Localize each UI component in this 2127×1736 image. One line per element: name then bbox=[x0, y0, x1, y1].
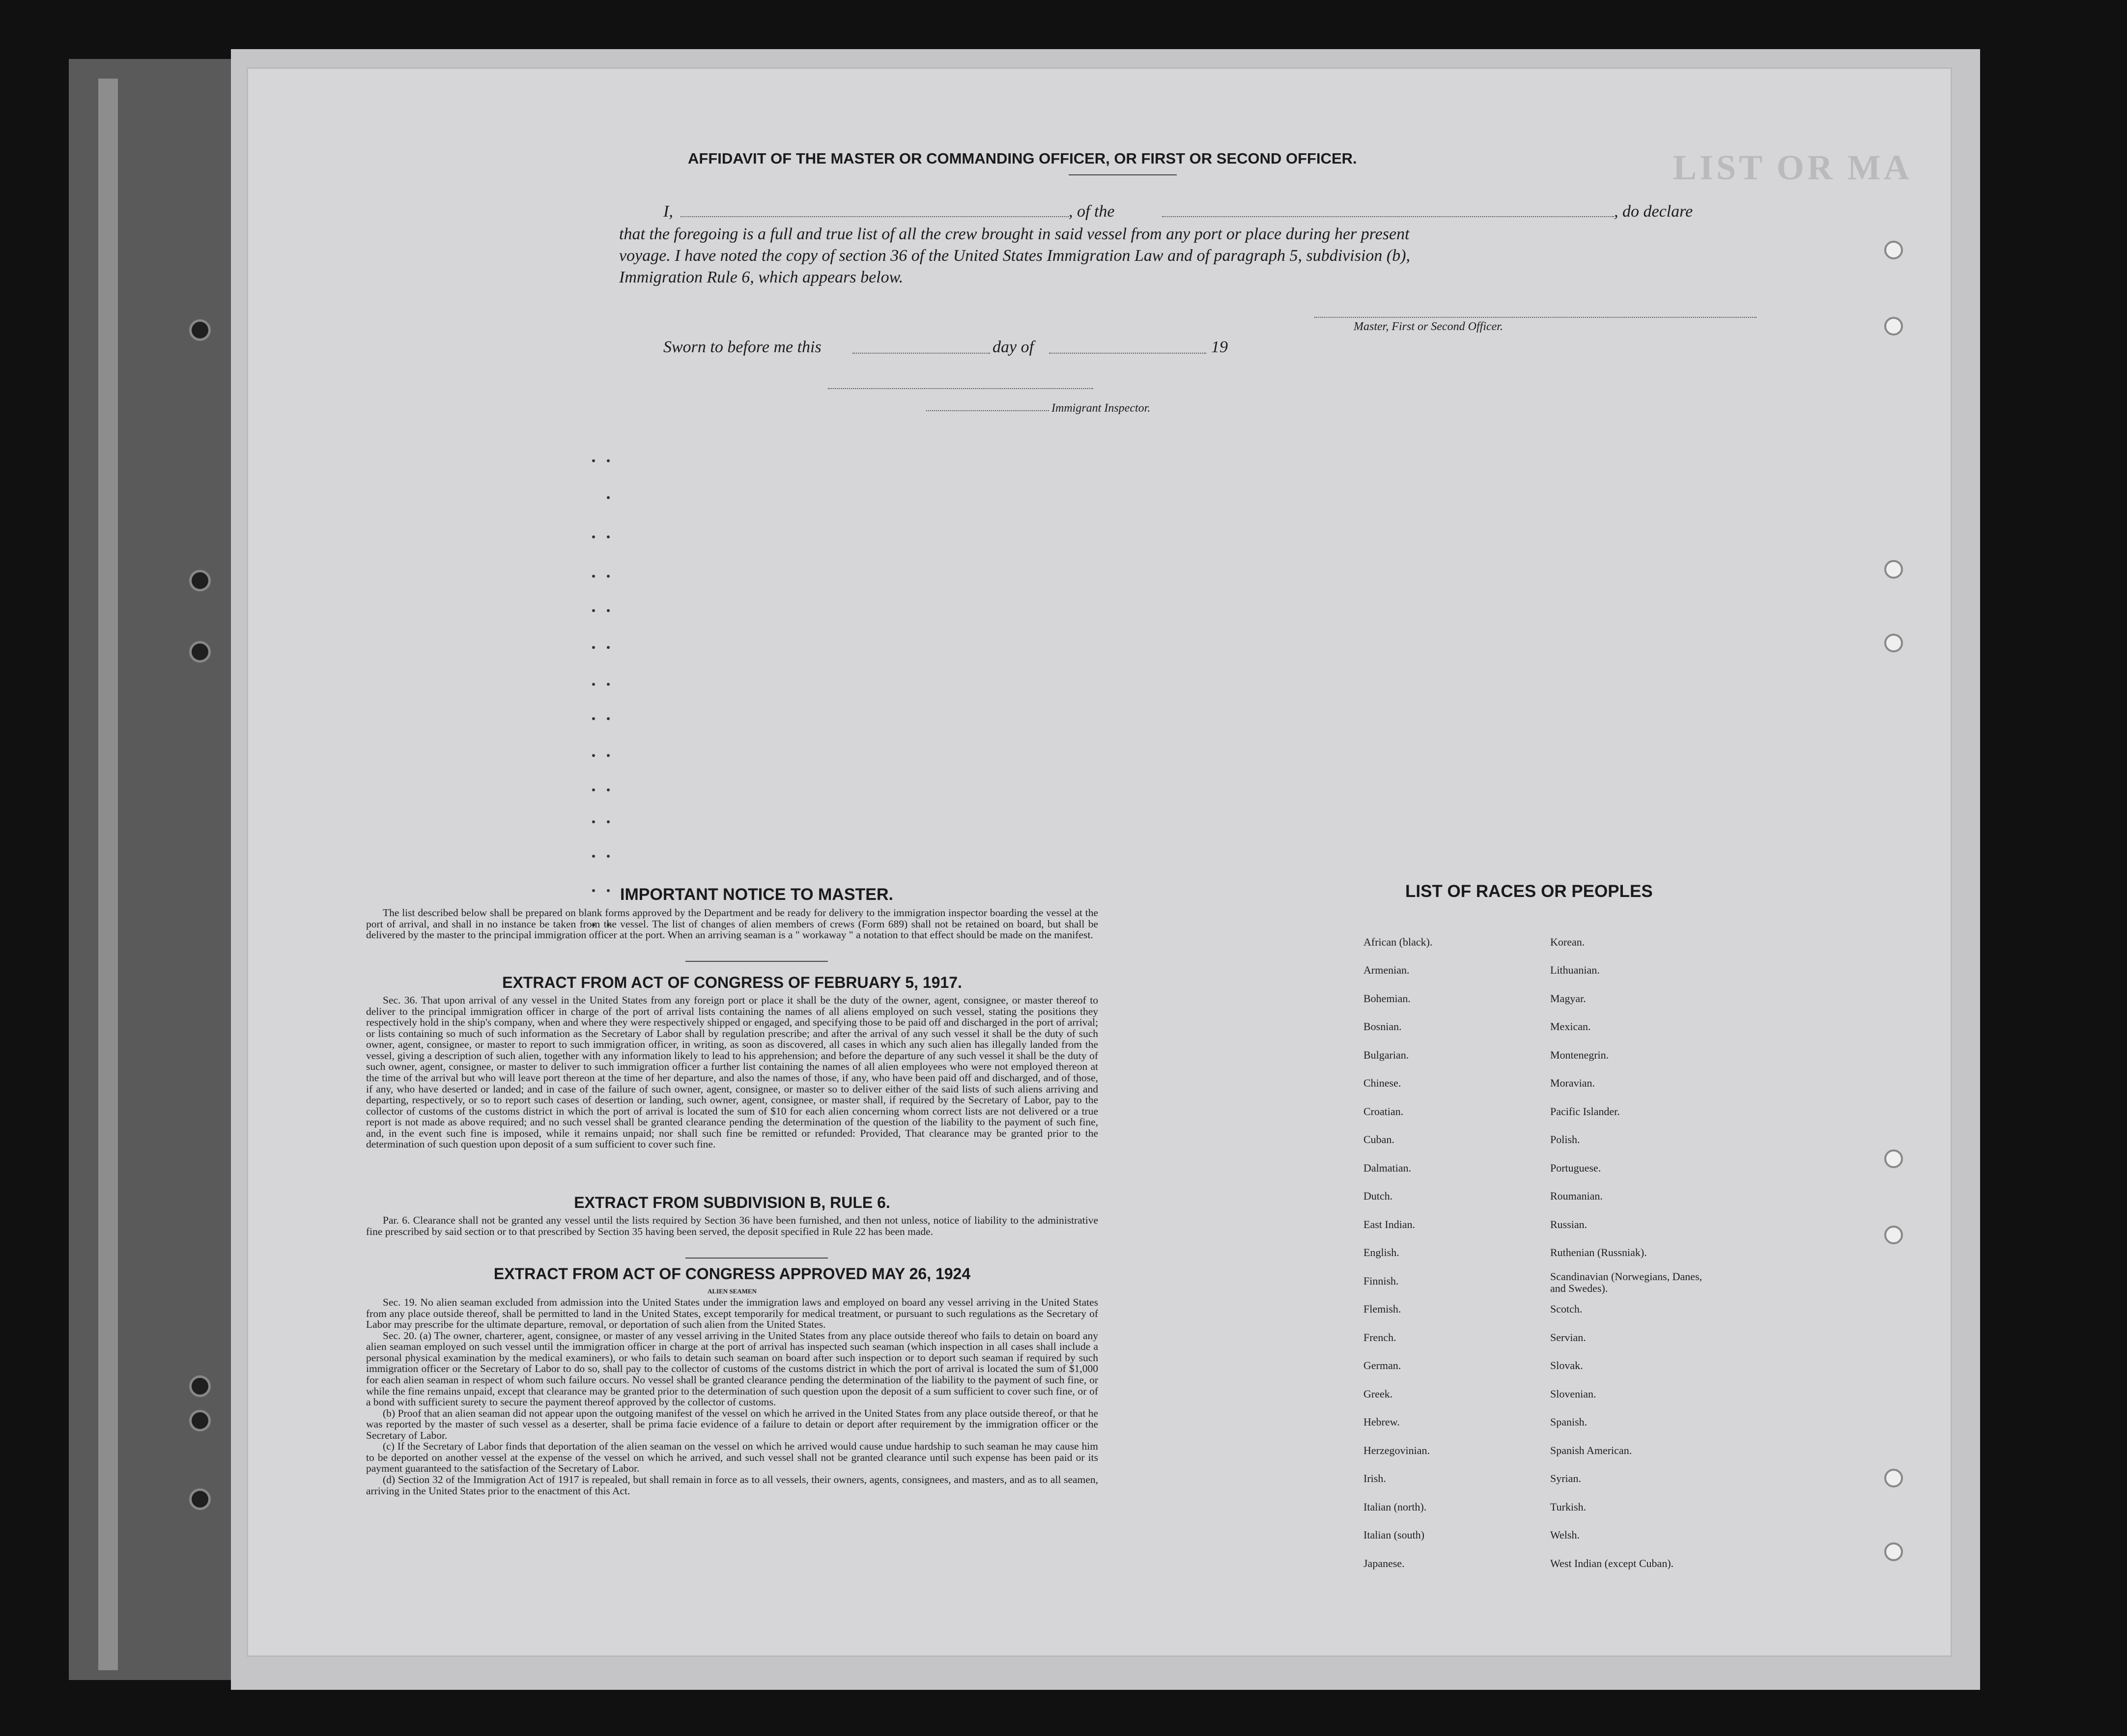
race-item: Servian. bbox=[1550, 1331, 1586, 1344]
race-item: French. bbox=[1363, 1331, 1396, 1344]
binder-ring bbox=[189, 1410, 211, 1431]
race-item: Slovenian. bbox=[1550, 1388, 1596, 1400]
dot-mark bbox=[592, 820, 595, 823]
affidavit-i-label: I, bbox=[663, 202, 673, 221]
race-item: Moravian. bbox=[1550, 1077, 1595, 1089]
race-item: Russian. bbox=[1550, 1218, 1588, 1231]
race-item: Flemish. bbox=[1363, 1303, 1401, 1315]
race-item: Dutch. bbox=[1363, 1190, 1393, 1202]
race-item: Pacific Islander. bbox=[1550, 1105, 1620, 1118]
dot-mark bbox=[607, 575, 610, 578]
race-item: Italian (south) bbox=[1363, 1529, 1425, 1541]
manifest-page bbox=[248, 69, 1951, 1655]
binder-ring bbox=[189, 1375, 211, 1397]
race-item: Lithuanian. bbox=[1550, 964, 1600, 976]
race-item: Polish. bbox=[1550, 1133, 1580, 1146]
sec20d-paragraph: (d) Section 32 of the Immigration Act of 1917 is repealed, but shall remain in force as to all vessels, their owners, agents, consignees, and masters, and as to all seamen, arriving in the United States prior to the enactment of this Act. bbox=[366, 1474, 1098, 1497]
affidavit-title: AFFIDAVIT OF THE MASTER OR COMMANDING OFFICER, OR FIRST OR SECOND OFFICER. bbox=[688, 150, 1357, 167]
sworn-label: Sworn to before me this bbox=[663, 338, 822, 356]
race-item: Cuban. bbox=[1363, 1133, 1394, 1146]
race-item: Portuguese. bbox=[1550, 1162, 1601, 1174]
punch-hole bbox=[1884, 1542, 1903, 1561]
race-item: Syrian. bbox=[1550, 1472, 1581, 1484]
race-item: Hebrew. bbox=[1363, 1416, 1400, 1428]
vessel-name-line[interactable] bbox=[1162, 216, 1614, 217]
dot-mark bbox=[592, 788, 595, 791]
master-signature-label: Master, First or Second Officer. bbox=[1354, 320, 1503, 333]
race-item: Herzegovinian. bbox=[1363, 1444, 1430, 1456]
dot-mark bbox=[607, 535, 610, 538]
dot-mark bbox=[607, 717, 610, 720]
dot-mark bbox=[592, 754, 595, 757]
binder-ring bbox=[189, 570, 211, 591]
dot-mark bbox=[607, 788, 610, 791]
dot-mark bbox=[592, 535, 595, 538]
notice-text bbox=[366, 907, 1098, 941]
dot-mark bbox=[607, 820, 610, 823]
sec19-paragraph: Sec. 19. No alien seaman excluded from admission into the United States under the immigration laws and employed on board any vessel arriving in the United States from any place outside thereof, shall be permitted to land in the United States, except temporarily for medical treatment, or pursuant to such regulations as the Secretary of Labor may prescribe for the ultimate departure, removal, or deportation of such alien from the United States. bbox=[366, 1296, 1098, 1331]
race-item: Bulgarian. bbox=[1363, 1049, 1409, 1061]
inspector-label: Immigrant Inspector. bbox=[1051, 402, 1151, 415]
dot-mark bbox=[607, 496, 610, 499]
dot-mark bbox=[592, 575, 595, 578]
master-signature-line[interactable] bbox=[1314, 317, 1757, 318]
dot-mark bbox=[592, 855, 595, 858]
races-title: LIST OF RACES OR PEOPLES bbox=[1405, 882, 1653, 901]
dot-mark bbox=[607, 609, 610, 612]
race-item: Turkish. bbox=[1550, 1501, 1587, 1513]
punch-hole bbox=[1884, 1226, 1903, 1244]
race-item: Finnish. bbox=[1363, 1275, 1399, 1287]
section-divider bbox=[685, 961, 828, 962]
extract-1917-text bbox=[366, 995, 1098, 1150]
dot-mark bbox=[607, 459, 610, 462]
bleed-through-text: LIST OR MA bbox=[1673, 148, 1912, 187]
race-item: Mexican. bbox=[1550, 1020, 1591, 1033]
race-item: Spanish. bbox=[1550, 1416, 1588, 1428]
sworn-day-line[interactable] bbox=[852, 353, 990, 354]
race-item: Scandinavian (Norwegians, Danes, and Swedes). bbox=[1550, 1270, 1702, 1295]
notice-title: IMPORTANT NOTICE TO MASTER. bbox=[620, 885, 893, 904]
affidavit-line-4: Immigration Rule 6, which appears below. bbox=[619, 268, 904, 286]
binder-ring bbox=[189, 1488, 211, 1510]
affidavit-do-declare: , do declare bbox=[1614, 202, 1693, 221]
notice-paragraph: The list described below shall be prepared on blank forms approved by the Department and be ready for delivery to the immigration inspector boarding the vessel at the port of arrival, and shall in no instance be taken from the vessel. The list of changes of alien members of crews (Form 689) shall not be retained on board, but shall be delivered by the master to the principal immigration officer at the port. When an arriving seaman is a " workaway " a notation to that effect should be made on the manifest. bbox=[366, 907, 1098, 941]
race-item: Bohemian. bbox=[1363, 992, 1411, 1005]
rule6-title: EXTRACT FROM SUBDIVISION B, RULE 6. bbox=[574, 1194, 890, 1211]
punch-hole bbox=[1884, 1469, 1903, 1487]
race-item: Roumanian. bbox=[1550, 1190, 1603, 1202]
rule6-paragraph: Par. 6. Clearance shall not be granted any vessel until the lists required by Section 36 have been furnished, and then not unless, notice of liability to the administrative fine prescribed by said section or to that prescribed by Section 35 having been served, the deposit specified in Rule 22 has been made. bbox=[366, 1214, 1098, 1237]
inspector-upper-line[interactable] bbox=[828, 388, 1093, 389]
dot-mark bbox=[592, 683, 595, 686]
section-divider bbox=[685, 1258, 828, 1259]
dot-mark bbox=[607, 855, 610, 858]
dot-mark bbox=[592, 717, 595, 720]
race-item: Ruthenian (Russniak). bbox=[1550, 1246, 1647, 1259]
race-item: East Indian. bbox=[1363, 1218, 1416, 1231]
binder-ring bbox=[189, 319, 211, 341]
year-label: 19 bbox=[1211, 338, 1228, 356]
race-item: Slovak. bbox=[1550, 1359, 1583, 1372]
officer-name-line[interactable] bbox=[681, 216, 1069, 217]
race-item: Welsh. bbox=[1550, 1529, 1580, 1541]
dot-mark bbox=[607, 754, 610, 757]
race-item: Chinese. bbox=[1363, 1077, 1401, 1089]
extract-1924-title: EXTRACT FROM ACT OF CONGRESS APPROVED MAY 26, 1924 bbox=[493, 1265, 971, 1283]
race-item: Japanese. bbox=[1363, 1557, 1405, 1569]
binder-ring bbox=[189, 641, 211, 663]
race-item: Croatian. bbox=[1363, 1105, 1404, 1118]
race-item: Irish. bbox=[1363, 1472, 1386, 1484]
race-item: German. bbox=[1363, 1359, 1401, 1372]
race-item: Dalmatian. bbox=[1363, 1162, 1412, 1174]
extract-1924-text bbox=[366, 1297, 1098, 1496]
day-of-label: day of bbox=[993, 338, 1034, 356]
sec20b-paragraph: (b) Proof that an alien seaman did not appear upon the outgoing manifest of the vessel on which he arrived in the United States from any place outside thereof, or that he was reported by the master of such vessel as a deserter, shall be prima facie evidence of a failure to detain or deport after requirement by the immigration officer or the Secretary of Labor. bbox=[366, 1407, 1098, 1441]
dot-mark bbox=[607, 683, 610, 686]
race-item: Greek. bbox=[1363, 1388, 1393, 1400]
sec20c-paragraph: (c) If the Secretary of Labor finds that deportation of the alien seaman on the vessel on which he arrived would cause undue hardship to such seaman he may cause him to be deported on another vessel at the expense of the vessel on which he arrived, and such vessel shall not be granted clearance until such expense has been paid or its payment guaranteed to the satisfaction of the Secretary of Labor. bbox=[366, 1440, 1098, 1475]
dot-mark bbox=[607, 646, 610, 649]
race-item: Italian (north). bbox=[1363, 1501, 1427, 1513]
sworn-month-line[interactable] bbox=[1049, 353, 1206, 354]
dot-mark bbox=[592, 459, 595, 462]
punch-hole bbox=[1884, 634, 1903, 652]
punch-hole bbox=[1884, 241, 1903, 259]
dot-mark bbox=[592, 646, 595, 649]
affidavit-of-the: , of the bbox=[1069, 202, 1115, 221]
inspector-signature-line[interactable] bbox=[926, 410, 1049, 411]
rule6-text bbox=[366, 1215, 1098, 1237]
punch-hole bbox=[1884, 1149, 1903, 1168]
race-item: Bosnian. bbox=[1363, 1020, 1402, 1033]
dot-mark bbox=[592, 609, 595, 612]
punch-hole bbox=[1884, 317, 1903, 336]
race-item: West Indian (except Cuban). bbox=[1550, 1557, 1674, 1569]
race-item: Magyar. bbox=[1550, 992, 1586, 1005]
punch-hole bbox=[1884, 560, 1903, 579]
race-item: English. bbox=[1363, 1246, 1399, 1259]
race-item: Spanish American. bbox=[1550, 1444, 1632, 1456]
race-item: Korean. bbox=[1550, 936, 1585, 948]
race-item: Scotch. bbox=[1550, 1303, 1583, 1315]
race-item: Montenegrin. bbox=[1550, 1049, 1609, 1061]
extract-1924-subtitle: ALIEN SEAMEN bbox=[707, 1288, 757, 1295]
binder-edge bbox=[98, 79, 118, 1670]
title-divider bbox=[1069, 174, 1177, 175]
extract-1917-title: EXTRACT FROM ACT OF CONGRESS OF FEBRUARY 5, 1917. bbox=[502, 974, 962, 991]
race-item: Armenian. bbox=[1363, 964, 1410, 976]
affidavit-line-2: that the foregoing is a full and true list of all the crew brought in said vessel from any port or place during her present bbox=[619, 225, 1410, 243]
sec20a-paragraph: Sec. 20. (a) The owner, charterer, agent, consignee, or master of any vessel arriving in the United States from any place outside thereof who fails to detain on board any alien seaman employed on such vessel until the immigration officer in charge at the port of arrival has inspected such seaman (which inspection in all cases shall include a personal physical examination by the medical examiners), or who fails to detain such seaman on board after such inspection or to deport such seaman if required by such immigration officer or the Secretary of Labor to do so, shall pay to the collector of customs of the customs district in which the port of arrival is located the sum of $1,000 for each alien seaman in respect of whom such failure occurs. No vessel shall be granted clearance pending the determination of the liability to the payment of such fine, or while the fine remains unpaid, except that clearance may be granted prior to the determination of such question upon the deposit of a sum sufficient to cover such fine, or of a bond with sufficient surety to secure the payment thereof approved by the collector of customs. bbox=[366, 1329, 1098, 1408]
race-item: African (black). bbox=[1363, 936, 1433, 948]
extract-1917-paragraph: Sec. 36. That upon arrival of any vessel in the United States from any foreign port or place it shall be the duty of the owner, agent, consignee, or master thereof to deliver to the principal immigration officer in charge of the port of arrival lists containing the names of all aliens employed on such vessel, stating the positions they respectively hold in the ship's company, when and where they were respectively shipped or engaged, and specifying those to be paid off and discharged in the port of arrival; or lists containing so much of such information as the Secretary of Labor shall by regulation prescribe; and after the arrival of any such vessel it shall be the duty of such owner, agent, consignee, or master to report to such immigration officer, in writing, as soon as discovered, all cases in which any such alien has illegally landed from the vessel, giving a description of such alien, together with any information likely to lead to his apprehension; and before the departure of any such vessel it shall be the duty of such owner, agent, consignee, or master to deliver to such immigration officer a further list containing the names of all alien employees who were not employed thereon at the time of the arrival but who will leave port thereon at the time of her departure, and also the names of those, if any, who have been paid off and discharged, and of those, if any, who have deserted or landed; and in case of the failure of such owner, agent, consignee, or master so to deliver either of the said lists of such aliens arriving and departing, respectively, or so to report such cases of desertion or landing, such owner, agent, consignee, or master shall, if required by the Secretary of Labor, pay to the collector of customs of the customs district in which the port of arrival is located the sum of $10 for each alien concerning whom correct lists are not delivered or a true report is not made as above required; and no such vessel shall be granted clearance pending the determination of the question of the liability to the payment of such fine, and, in the event such fine is imposed, while it remains unpaid; nor shall such fine be remitted or refunded: Provided, That clearance may be granted prior to the determination of such question upon deposit of a sum sufficient to cover such fine. bbox=[366, 994, 1098, 1150]
affidavit-line-3: voyage. I have noted the copy of section 36 of the United States Immigration Law and of paragraph 5, subdivision (b), bbox=[619, 247, 1411, 265]
